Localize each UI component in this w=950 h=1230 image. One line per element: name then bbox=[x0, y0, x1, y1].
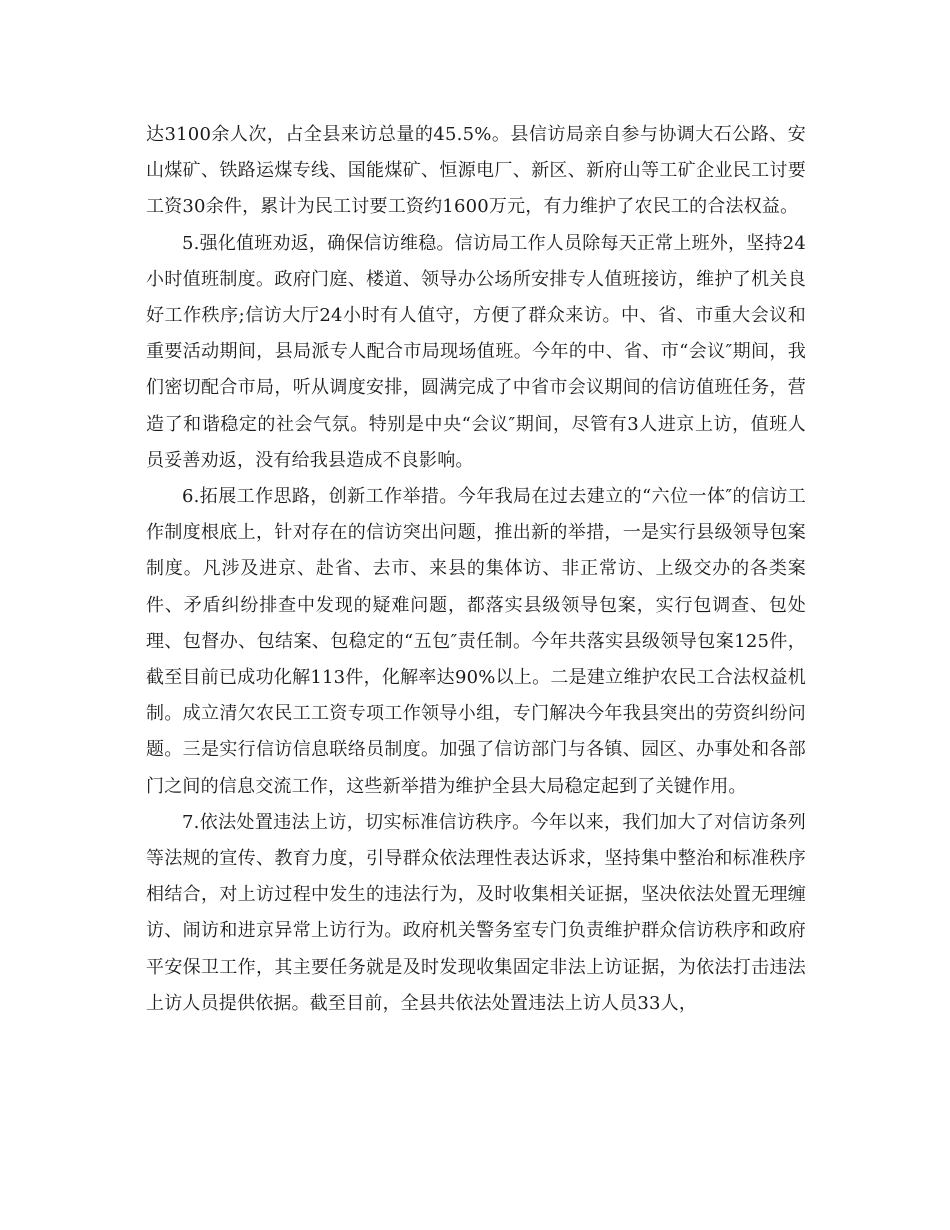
paragraph-continuation: 达3100余人次，占全县来访总量的45.5%。县信访局亲自参与协调大石公路、安山煤矿、铁路运煤专线、国能煤矿、恒源电厂、新区、新府山等工矿企业民工讨要工资30余件，累计为民工讨要工资约1600万元，有力维护了农民工的合法权益。 bbox=[146, 124, 806, 218]
paragraph-item-5: 5.强化值班劝返，确保信访维稳。信访局工作人员除每天正常上班外，坚持24小时值班制度。政府门庭、楼道、领导办公场所安排专人值班接访，维护了机关良好工作秩序;信访大厅24小时有人值守，方便了群众来访。中、省、市重大会议和重要活动期间，县局派专人配合市局现场值班。今年的中、省、市“会议″期间，我们密切配合市局，听从调度安排，圆满完成了中省市会议期间的信访值班任务，营造了和谐稳定的社会气氛。特别是中央“会议″期间，尽管有3人进京上访，值班人员妥善劝返，没有给我县造成不良影响。 bbox=[146, 232, 806, 471]
paragraph-item-6: 6.拓展工作思路，创新工作举措。今年我局在过去建立的“六位一体″的信访工作制度根底上，针对存在的信访突出问题，推出新的举措，一是实行县级领导包案制度。凡涉及进京、赴省、去市、来县的集体访、非正常访、上级交办的各类案件、矛盾纠纷排查中发现的疑难问题，都落实县级领导包案，实行包调查、包处理、包督办、包结案、包稳定的“五包″责任制。今年共落实县级领导包案125件，截至目前已成功化解113件，化解率达90%以上。二是建立维护农民工合法权益机制。成立清欠农民工工资专项工作领导小组，专门解决今年我县突出的劳资纠纷问题。三是实行信访信息联络员制度。加强了信访部门与各镇、园区、办事处和各部门之间的信息交流工作，这些新举措为维护全县大局稳定起到了关键作用。 bbox=[146, 486, 806, 797]
document-body bbox=[146, 117, 806, 1022]
paragraph-item-7: 7.依法处置违法上访，切实标准信访秩序。今年以来，我们加大了对信访条列等法规的宣传、教育力度，引导群众依法理性表达诉求，坚持集中整治和标准秩序相结合，对上访过程中发生的违法行为，及时收集相关证据，坚决依法处置无理缠访、闹访和进京异常上访行为。政府机关警务室专门负责维护群众信访秩序和政府平安保卫工作，其主要任务就是及时发现收集固定非法上访证据，为依法打击违法上访人员提供依据。截至目前，全县共依法处置违法上访人员33人， bbox=[146, 811, 806, 1014]
